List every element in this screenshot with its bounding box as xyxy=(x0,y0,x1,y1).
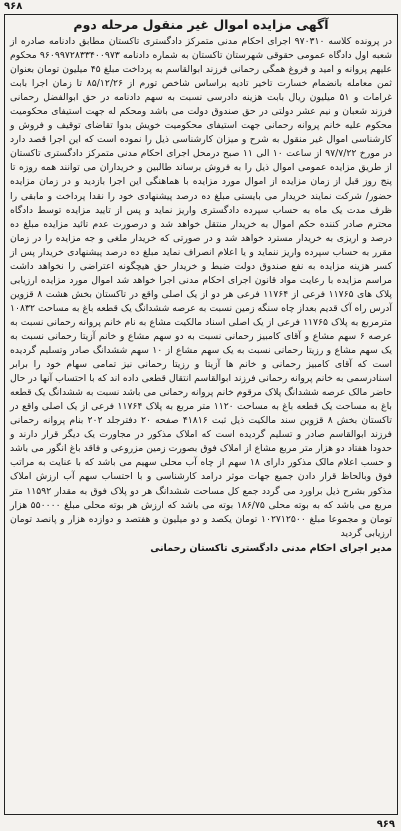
notice-body: در پرونده کلاسه ۹۷۰۳۱۰ اجرای احکام مدنی متمرکز دادگستری تاکستان مطابق دادنامه صادره از شعبه اول دادگاه عمومی حقوقی شهرستان تاکستان به شماره دادنامه ۹۶۰۹۹۷۲۸۳۳۴۰۰۹۷۳ محکوم علیهم پروانه و امید و فروغ همگی رحمانی فرزند ابوالقاسم به پرداخت مبلغ ۴۵ میلیون تومان بعنوان ثمن معامله بانضمام خسارت تاخیر تادیه براساس شاخص تورم از ۸۵/۱۲/۲۶ تا زمان اجرا بابت غرامات و ۵۱ میلیون ریال بابت هزینه دادرسی نسبت به سهم دادنامه در حق ابوالفضل رحمانی فرزند شعبان و نیم عشر دولتی در حق صندوق دولت می باشد ومحکم له جهت استیفای محکومیت محکوم علیه خانم پروانه رحمانی جهت استیفای محکومیت خویش بدوا تقاضای توقیف و فروش و کارشناسی اموال غیر منقول به شرح و میزان کارشناسی ذیل را نموده است که این اجرا قصد دارد در مورخ ۹۷/۷/۲۲ از ساعت ۱۰ الی ۱۱ صبح درمحل اجرای احکام مدنی متمرکز دادگستری تاکستان از طریق مزایده عمومی اموال ذیل را به فروش برساند طالبین و خریداران می توانند همه روزه تا پنج روز قبل از زمان مزایده از اموال مورد مزایده با هماهنگی این اجرا بازدید و در زمان مزایده حضور/ شرکت نمایند خریدار می بایستی مبلغ ده درصد پیشنهادی خود را نقدا پرداخت و مابقی را ظرف مدت یک ماه به حساب سپرده دادگستری واریز نماید و پس از تایید مزایده توسط دادگاه محترم صادر کننده حکم اموال به خریدار منتقل خواهد شد و درصورت عدم تائید مزایده مبلغ ده درصد و اریزی به خریدار مسترد خواهد شد و در صورتی که خریدار ملغی و جه مزایده را در زمان مقرر به حساب سپرده واریز ننماید و یا اعلام انصراف نماید مبلغ ده درصد پیشنهادی خریدار پس از کسر هزینه مزایده به نفع صندوق دولت ضبط و خریدار حق هیچگونه اعتراضی را نخواهد داشت مراسم مزایده با رعایت مواد قانون اجرای احکام مدنی اجرا خواهد شد اموال مورد مزایده ارزیابی پلاک های ۱۱۷۶۵ فرعی از ۱۱۷۶۴ فرعی هر دو از یک اصلی واقع در تاکستان بخش هشت ۸ قزوین آدرس راه آک قدیم بعداز چاه سنگه زمین نسبت به عرصه ششدانگ یک قطعه باغ به مساحت ۱۰۸۳۲ مترمربع به پلاک ۱۱۷۶۵ فرعی از یک اصلی اسناد مالکیت مشاع به نام خانم پروانه رحمانی نسبت به عرصه ۶ سهم مشاع و آقای کامبیز رحمانی نسبت به دو سهم مشاع و خانم آزیتا رحمانی نسبت به یک سهم مشاع و رزیتا رحمانی نسبت به یک سهم مشاع از ۱۰ سهم ششدانگ صادر وتسلیم گردیده است که آقای کامبیز رحمانی و خانم ها آزیتا و رزیتا رحمانی نیز تمامی سهام خود را برابر اسنادرسمی به خانم پروانه رحمانی فرزند ابوالقاسم انتقال قطعی داده اند که با احتساب آنها در حال حاضر مالک عرصه ششدانگ پلاک مرقوم خانم پروانه رحمانی می باشد نسبت به ششدانگ یک قطعه باغ به مساحت یک قطعه باغ به مساحت ۱۱۲۰ متر مربع به پلاک ۱۱۷۶۴ فرعی از یک اصلی واقع در تاکستان بخش ۸ قزوین سند مالکیت ذیل ثبت ۴۱۸۱۶ صفحه ۲۰ دفترجلد ۲۰۲ بنام پروانه رحمانی فرزند ابوالقاسم صادر و تسلیم گردیده است که املاک مذکور در مجاورت یک دیگر قرار دارند و حدودا هفتاد دو هزار متر مربع مشاع از املاک فوق بصورت زمین مزروعی و فاقد باغ انگور می باشد و حسب اعلام مالک مذکور دارای ۱۸ سهم از چاه آب محلی سهیم می باشد که با عنایت به مراتب فوق وبالحاظ قرار دادن جمیع جهات موثر درامد کارشناسی و با احتساب سهم آب ارزش املاک مذکور بشرح ذیل براورد می گردد جمع کل مساحت ششدانگ هر دو پلاک فوق به مقدار ۱۱۵۹۲ متر مربع می باشد که به بوته محلی ۱۸۶/۷۵ بوته می باشد که ارزش هر بوته محلی مبلغ ۵۵۰۰۰۰ هزار تومان و مجموعا مبلغ ۱۰۲۷۱۲۵۰۰ تومان یکصد و دو میلیون و هفتصد و دوازده هزار و پانصد تومان ارزیابی گردید xyxy=(10,36,393,539)
notice-title: آگهی مزایده اموال غیر منقول مرحله دوم xyxy=(73,17,329,32)
page-number-bottom: ۹۶۹ xyxy=(376,819,395,830)
page-number-top: ۹۶۸ xyxy=(4,1,23,12)
notice-signature: مدیر اجرای احکام مدنی دادگستری تاکستان رحمانی xyxy=(150,542,392,554)
notice-box xyxy=(4,14,398,815)
